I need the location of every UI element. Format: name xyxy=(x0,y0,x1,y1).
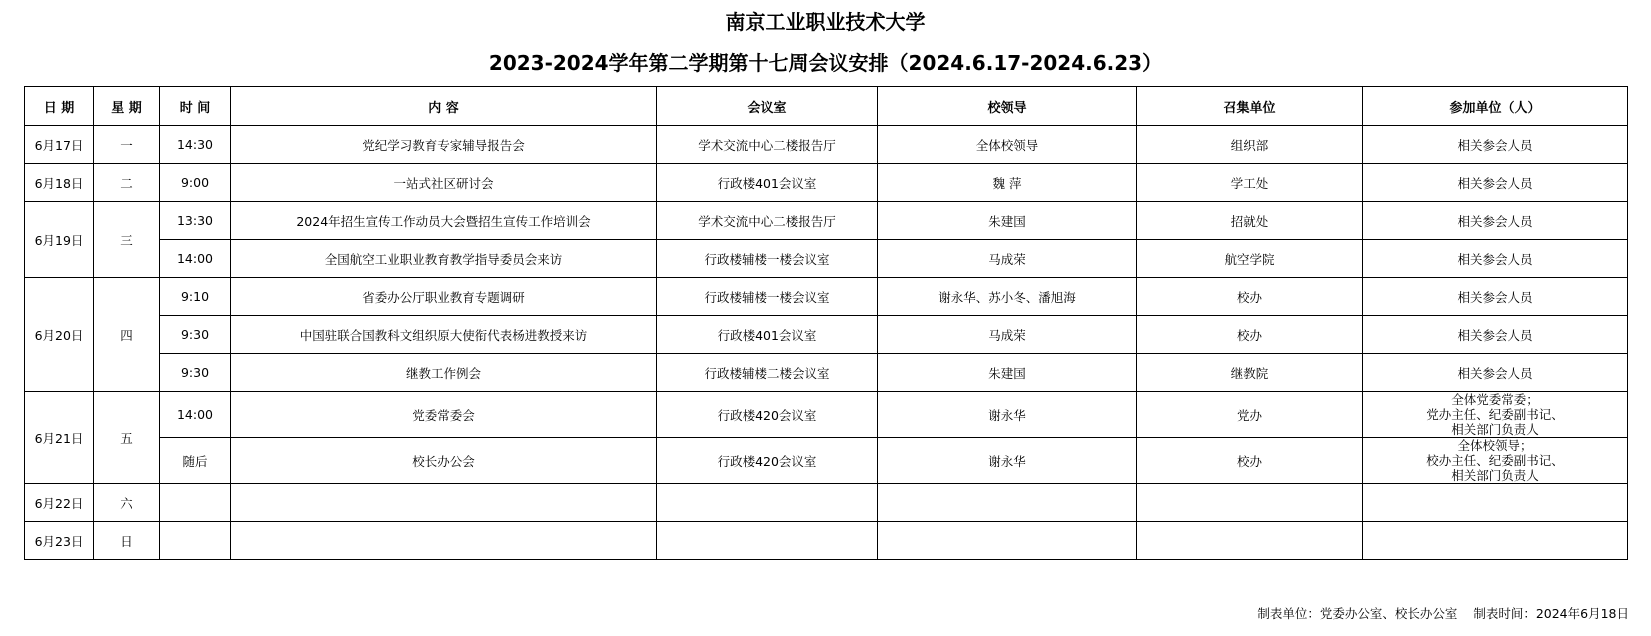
weekday-cell: 四 xyxy=(94,278,160,392)
room-cell: 行政楼辅楼一楼会议室 xyxy=(657,278,878,316)
table-row xyxy=(25,522,1628,560)
content-cell: 党纪学习教育专家辅导报告会 xyxy=(231,126,657,164)
participants-cell: 相关参会人员 xyxy=(1363,278,1628,316)
room-cell xyxy=(657,484,878,522)
footer-unit: 制表单位：党委办公室、校长办公室 xyxy=(1257,606,1458,621)
content-cell: 党委常委会 xyxy=(231,392,657,438)
convener-cell: 继教院 xyxy=(1137,354,1363,392)
room-cell: 行政楼420会议室 xyxy=(657,438,878,484)
convener-cell xyxy=(1137,522,1363,560)
leaders-cell: 谢永华 xyxy=(878,438,1137,484)
participants-line: 全体校领导； xyxy=(1457,438,1533,453)
convener-cell: 党办 xyxy=(1137,392,1363,438)
leaders-cell: 马成荣 xyxy=(878,316,1137,354)
time-cell xyxy=(160,484,231,522)
participants-cell: 相关参会人员 xyxy=(1363,126,1628,164)
leaders-cell: 朱建国 xyxy=(878,202,1137,240)
time-cell: 9:00 xyxy=(160,164,231,202)
participants-cell: 相关参会人员 xyxy=(1363,316,1628,354)
room-cell: 学术交流中心二楼报告厅 xyxy=(657,202,878,240)
convener-cell: 组织部 xyxy=(1137,126,1363,164)
participants-line: 校办主任、纪委副书记、 xyxy=(1426,453,1564,468)
date-cell: 6月22日 xyxy=(25,484,94,522)
room-cell: 行政楼401会议室 xyxy=(657,164,878,202)
leaders-cell: 全体校领导 xyxy=(878,126,1137,164)
table-row xyxy=(25,354,1628,392)
content-cell: 省委办公厅职业教育专题调研 xyxy=(231,278,657,316)
table-row xyxy=(25,484,1628,522)
time-cell: 9:30 xyxy=(160,354,231,392)
leaders-cell xyxy=(878,522,1137,560)
convener-cell: 学工处 xyxy=(1137,164,1363,202)
participants-cell: 相关参会人员 xyxy=(1363,202,1628,240)
convener-cell xyxy=(1137,484,1363,522)
participants-cell: 相关参会人员 xyxy=(1363,164,1628,202)
date-cell: 6月20日 xyxy=(25,278,94,392)
participants-cell: 相关参会人员 xyxy=(1363,240,1628,278)
header-content: 内 容 xyxy=(231,87,657,126)
table-row xyxy=(25,316,1628,354)
time-cell: 13:30 xyxy=(160,202,231,240)
participants-line: 党办主任、纪委副书记、 xyxy=(1426,407,1564,422)
table-row xyxy=(25,438,1628,484)
header-time: 时 间 xyxy=(160,87,231,126)
date-cell: 6月19日 xyxy=(25,202,94,278)
leaders-cell: 朱建国 xyxy=(878,354,1137,392)
leaders-cell: 魏 萍 xyxy=(878,164,1137,202)
room-cell: 行政楼420会议室 xyxy=(657,392,878,438)
content-cell: 继教工作例会 xyxy=(231,354,657,392)
participants-cell xyxy=(1363,392,1628,438)
room-cell: 行政楼辅楼二楼会议室 xyxy=(657,354,878,392)
leaders-cell xyxy=(878,484,1137,522)
table-row xyxy=(25,164,1628,202)
footer-time: 制表时间：2024年6月18日 xyxy=(1473,606,1629,621)
room-cell: 学术交流中心二楼报告厅 xyxy=(657,126,878,164)
weekday-cell: 五 xyxy=(94,392,160,484)
weekday-cell: 二 xyxy=(94,164,160,202)
participants-cell xyxy=(1363,438,1628,484)
date-cell: 6月18日 xyxy=(25,164,94,202)
convener-cell: 招就处 xyxy=(1137,202,1363,240)
convener-cell: 校办 xyxy=(1137,316,1363,354)
table-row xyxy=(25,202,1628,240)
table-row xyxy=(25,126,1628,164)
participants-cell xyxy=(1363,522,1628,560)
header-date: 日 期 xyxy=(25,87,94,126)
time-cell: 14:00 xyxy=(160,392,231,438)
weekday-cell: 三 xyxy=(94,202,160,278)
schedule-subtitle: 2023-2024学年第二学期第十七周会议安排（2024.6.17-2024.6.23） xyxy=(488,51,1163,75)
weekday-cell: 六 xyxy=(94,484,160,522)
leaders-cell: 谢永华、苏小冬、潘旭海 xyxy=(878,278,1137,316)
time-cell: 随后 xyxy=(160,438,231,484)
content-cell: 一站式社区研讨会 xyxy=(231,164,657,202)
room-cell: 行政楼401会议室 xyxy=(657,316,878,354)
table-footer xyxy=(1257,606,1629,622)
header-weekday: 星 期 xyxy=(94,87,160,126)
room-cell xyxy=(657,522,878,560)
table-row xyxy=(25,392,1628,438)
table-row xyxy=(25,240,1628,278)
header-room: 会议室 xyxy=(657,87,878,126)
room-cell: 行政楼辅楼一楼会议室 xyxy=(657,240,878,278)
participants-cell xyxy=(1363,484,1628,522)
leaders-cell: 谢永华 xyxy=(878,392,1137,438)
header-leaders: 校领导 xyxy=(878,87,1137,126)
participants-line: 相关部门负责人 xyxy=(1451,468,1539,483)
weekday-cell: 日 xyxy=(94,522,160,560)
weekday-cell: 一 xyxy=(94,126,160,164)
convener-cell: 航空学院 xyxy=(1137,240,1363,278)
school-title: 南京工业职业技术大学 xyxy=(725,10,926,34)
time-cell xyxy=(160,522,231,560)
participants-cell: 相关参会人员 xyxy=(1363,354,1628,392)
time-cell: 14:00 xyxy=(160,240,231,278)
participants-line: 全体党委常委； xyxy=(1451,392,1539,407)
content-cell: 全国航空工业职业教育教学指导委员会来访 xyxy=(231,240,657,278)
participants-line: 相关部门负责人 xyxy=(1451,422,1539,437)
convener-cell: 校办 xyxy=(1137,438,1363,484)
date-cell: 6月17日 xyxy=(25,126,94,164)
time-cell: 14:30 xyxy=(160,126,231,164)
leaders-cell: 马成荣 xyxy=(878,240,1137,278)
table-header-row xyxy=(25,87,1628,126)
content-cell xyxy=(231,484,657,522)
content-cell: 校长办公会 xyxy=(231,438,657,484)
meeting-schedule-table xyxy=(24,86,1628,560)
time-cell: 9:10 xyxy=(160,278,231,316)
convener-cell: 校办 xyxy=(1137,278,1363,316)
time-cell: 9:30 xyxy=(160,316,231,354)
content-cell xyxy=(231,522,657,560)
date-cell: 6月21日 xyxy=(25,392,94,484)
content-cell: 中国驻联合国教科文组织原大使衔代表杨进教授来访 xyxy=(231,316,657,354)
header-convener: 召集单位 xyxy=(1137,87,1363,126)
date-cell: 6月23日 xyxy=(25,522,94,560)
table-row xyxy=(25,278,1628,316)
header-participants: 参加单位（人） xyxy=(1363,87,1628,126)
content-cell: 2024年招生宣传工作动员大会暨招生宣传工作培训会 xyxy=(231,202,657,240)
